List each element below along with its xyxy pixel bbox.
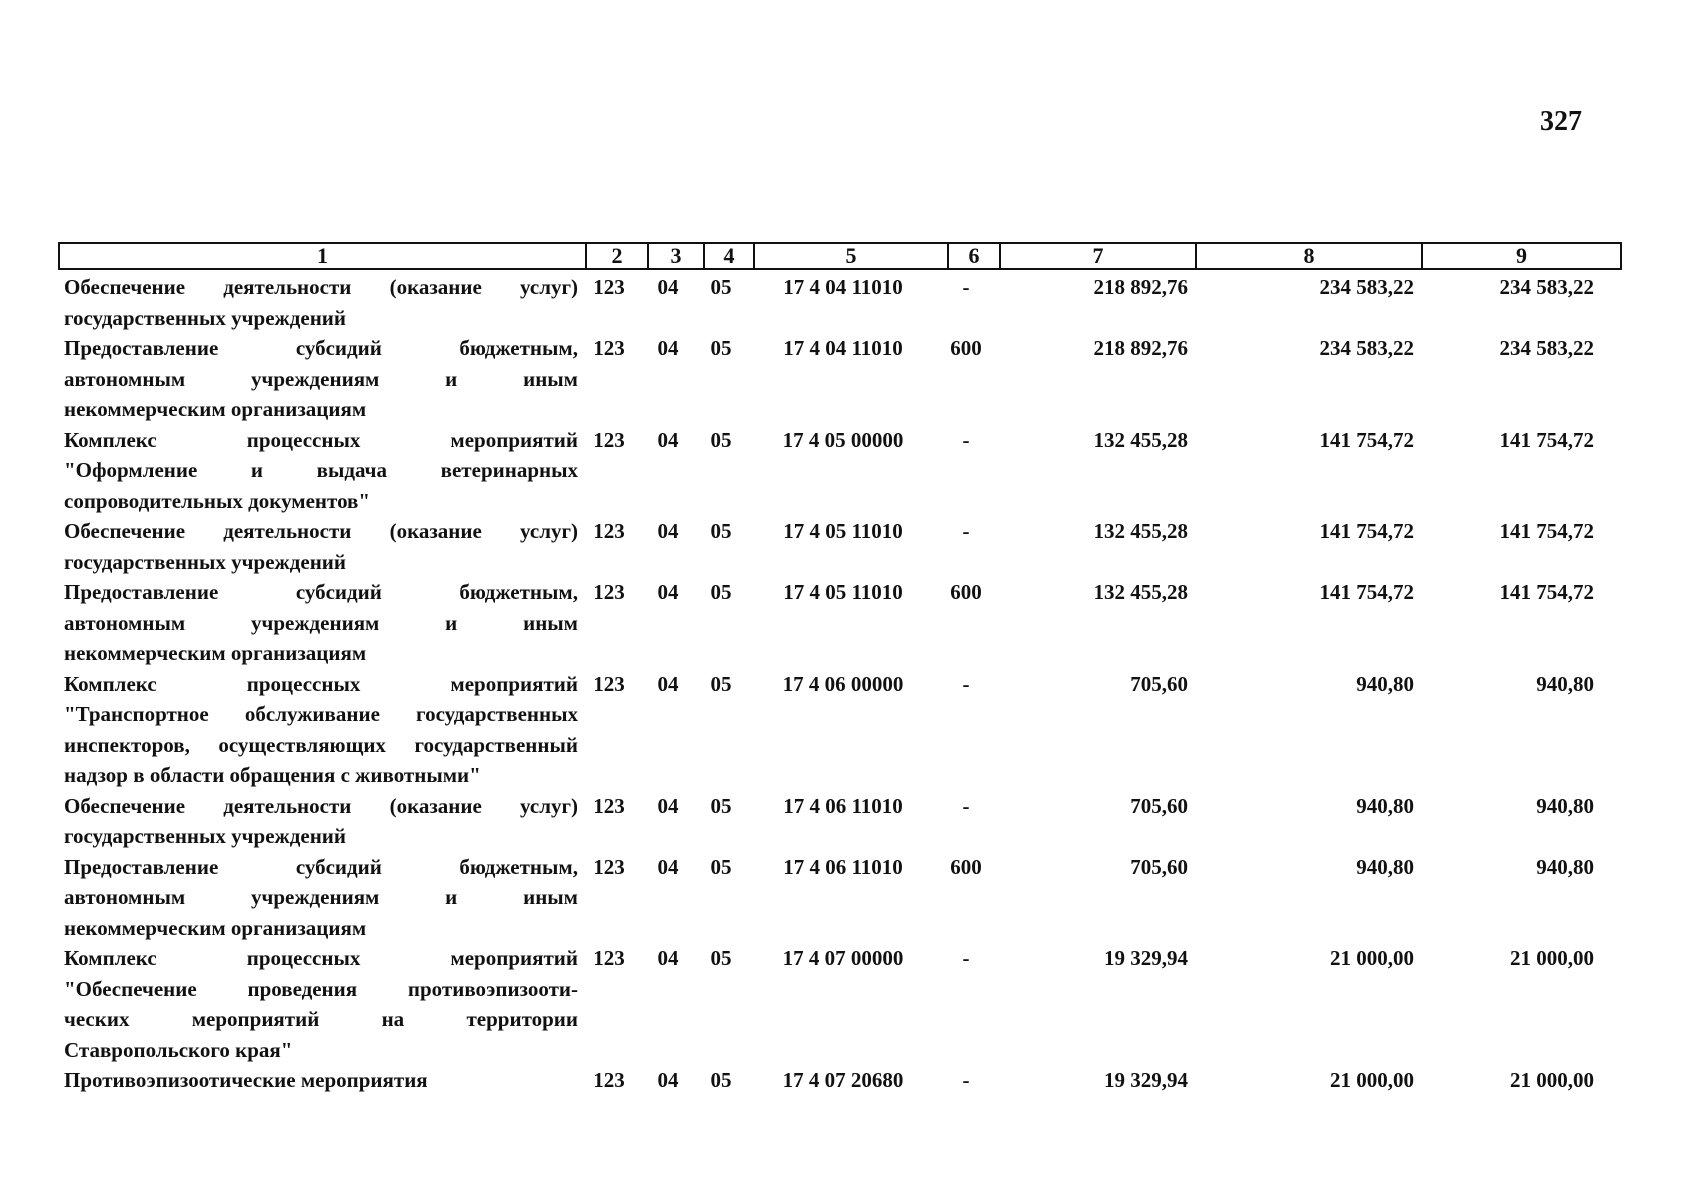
row-amount-2: 141 754,72: [1319, 519, 1414, 543]
row-code-expense-type: -: [962, 671, 970, 696]
row-amount-2: 21 000,00: [1330, 1068, 1414, 1092]
table-row: [58, 516, 1622, 577]
row-name-line: "Оформление и выдача ветеринарных: [64, 458, 578, 482]
row-code-admin: 123: [593, 793, 625, 818]
row-code-expense-type: 600: [950, 580, 982, 604]
row-name: [58, 852, 578, 944]
row-code-target: 17 4 04 11010: [783, 336, 903, 360]
table-row: [58, 943, 1622, 1065]
row-code-admin: 123: [593, 336, 625, 360]
row-name: [58, 516, 578, 577]
row-amount-3: 234 583,22: [1499, 275, 1594, 299]
row-name-line: государственных учреждений: [64, 305, 346, 330]
table-row: [58, 577, 1622, 669]
row-name: [58, 791, 578, 852]
row-code-section: 04: [657, 427, 679, 452]
row-code-expense-type: -: [962, 946, 970, 970]
row-amount-3: 141 754,72: [1499, 427, 1594, 452]
row-name-line: некоммерческим организациям: [64, 397, 367, 421]
row-name-line: автономным учреждениям и иным: [64, 366, 578, 391]
row-code-subsection: 05: [710, 854, 732, 879]
row-amount-1: 705,60: [1130, 854, 1188, 879]
row-name-line: государственных учреждений: [64, 549, 346, 574]
row-name-line: сопроводительных документов": [64, 488, 371, 513]
row-amount-2: 940,80: [1356, 671, 1414, 696]
row-amount-1: 132 455,28: [1093, 427, 1188, 452]
column-header-8: 8: [1196, 243, 1422, 269]
column-header-5: 5: [754, 243, 948, 269]
column-header-7: 7: [1000, 243, 1196, 269]
row-name: [58, 577, 578, 669]
row-code-admin: 123: [593, 427, 625, 452]
row-amount-2: 141 754,72: [1319, 427, 1414, 452]
row-code-target: 17 4 06 11010: [783, 793, 903, 818]
row-code-section: 04: [657, 793, 679, 818]
column-header-9: 9: [1422, 243, 1621, 269]
row-name-line: некоммерческим организациям: [64, 915, 367, 940]
column-header-table: [58, 242, 1622, 270]
row-name-line: ческих мероприятий на территории: [64, 1007, 578, 1031]
row-name-line: Противоэпизоотические мероприятия: [64, 1068, 428, 1092]
row-name-line: автономным учреждениям и иным: [64, 885, 578, 909]
table-row: [58, 669, 1622, 791]
row-code-subsection: 05: [710, 275, 732, 299]
row-code-expense-type: 600: [950, 336, 982, 360]
row-code-section: 04: [657, 946, 679, 970]
row-amount-3: 21 000,00: [1510, 1068, 1594, 1092]
row-name: [58, 333, 578, 425]
row-code-subsection: 05: [710, 336, 732, 360]
row-name: [58, 272, 578, 333]
row-amount-3: 940,80: [1536, 671, 1594, 696]
row-code-target: 17 4 05 11010: [783, 580, 903, 604]
row-code-target: 17 4 06 11010: [783, 854, 903, 879]
row-name-line: Предоставление субсидий бюджетным,: [64, 580, 578, 604]
row-name-line: государственных учреждений: [64, 824, 346, 848]
row-code-section: 04: [657, 1068, 679, 1092]
row-amount-3: 940,80: [1536, 793, 1594, 818]
row-amount-2: 21 000,00: [1330, 946, 1414, 970]
row-code-expense-type: -: [962, 275, 970, 299]
row-name-line: автономным учреждениям и иным: [64, 610, 578, 635]
column-header-2: 2: [586, 243, 648, 269]
row-code-expense-type: -: [962, 793, 970, 818]
row-code-admin: 123: [593, 946, 625, 970]
row-amount-3: 141 754,72: [1499, 580, 1594, 604]
row-code-admin: 123: [593, 275, 625, 299]
row-amount-2: 141 754,72: [1319, 580, 1414, 604]
row-code-admin: 123: [593, 580, 625, 604]
column-header-row: [59, 243, 1621, 269]
row-code-target: 17 4 06 00000: [782, 671, 904, 696]
row-code-subsection: 05: [710, 793, 732, 818]
row-amount-1: 19 329,94: [1104, 1068, 1188, 1092]
row-name-line: "Обеспечение проведения противоэпизооти-: [64, 976, 578, 1001]
row-name-line: инспекторов, осуществляющих государственный: [64, 732, 578, 757]
row-name-line: Ставропольского края": [64, 1037, 293, 1062]
table-body: [58, 272, 1622, 1096]
table-row: [58, 333, 1622, 425]
table-row: [58, 1065, 1622, 1096]
row-code-subsection: 05: [710, 946, 732, 970]
column-header-4: 4: [704, 243, 754, 269]
table-row: [58, 852, 1622, 944]
table-row: [58, 272, 1622, 333]
row-code-target: 17 4 05 00000: [782, 427, 904, 452]
row-amount-1: 218 892,76: [1093, 275, 1188, 299]
row-code-admin: 123: [593, 671, 625, 696]
row-code-subsection: 05: [710, 580, 732, 604]
row-amount-2: 234 583,22: [1319, 336, 1414, 360]
row-name: [58, 425, 578, 517]
row-code-subsection: 05: [710, 671, 732, 696]
row-code-subsection: 05: [710, 427, 732, 452]
row-amount-2: 940,80: [1356, 793, 1414, 818]
row-name: [58, 669, 578, 791]
row-name: [58, 1065, 578, 1096]
row-code-expense-type: 600: [950, 854, 982, 879]
row-code-expense-type: -: [962, 1068, 970, 1092]
row-name-line: Обеспечение деятельности (оказание услуг): [64, 275, 578, 299]
row-code-admin: 123: [593, 519, 625, 543]
row-amount-1: 132 455,28: [1093, 580, 1188, 604]
row-amount-3: 21 000,00: [1510, 946, 1594, 970]
row-code-target: 17 4 07 00000: [782, 946, 904, 970]
row-code-target: 17 4 05 11010: [783, 519, 903, 543]
row-code-admin: 123: [593, 854, 625, 879]
row-amount-1: 218 892,76: [1093, 336, 1188, 360]
table-row: [58, 791, 1622, 852]
row-name-line: некоммерческим организациям: [64, 641, 367, 665]
row-amount-2: 234 583,22: [1319, 275, 1414, 299]
row-code-admin: 123: [593, 1068, 625, 1092]
row-amount-3: 940,80: [1536, 854, 1594, 879]
row-amount-1: 705,60: [1130, 671, 1188, 696]
row-name-line: надзор в области обращения с животными": [64, 763, 481, 787]
row-name-line: Комплекс процессных мероприятий: [64, 946, 578, 970]
row-name-line: Обеспечение деятельности (оказание услуг): [64, 519, 578, 543]
column-header-6: 6: [948, 243, 1000, 269]
row-name-line: Комплекс процессных мероприятий: [64, 671, 578, 696]
row-code-target: 17 4 07 20680: [782, 1068, 904, 1092]
row-code-section: 04: [657, 671, 679, 696]
row-code-subsection: 05: [710, 1068, 732, 1092]
column-header-3: 3: [648, 243, 704, 269]
row-code-expense-type: -: [962, 519, 970, 543]
row-code-section: 04: [657, 275, 679, 299]
row-code-section: 04: [657, 854, 679, 879]
row-amount-2: 940,80: [1356, 854, 1414, 879]
row-name-line: Предоставление субсидий бюджетным,: [64, 336, 578, 360]
row-code-section: 04: [657, 519, 679, 543]
row-code-section: 04: [657, 580, 679, 604]
row-name-line: Предоставление субсидий бюджетным,: [64, 854, 578, 879]
row-amount-1: 705,60: [1130, 793, 1188, 818]
column-header-1: 1: [59, 243, 586, 269]
row-code-target: 17 4 04 11010: [783, 275, 903, 299]
row-name-line: Обеспечение деятельности (оказание услуг): [64, 793, 578, 818]
row-amount-3: 141 754,72: [1499, 519, 1594, 543]
row-code-section: 04: [657, 336, 679, 360]
row-amount-1: 19 329,94: [1104, 946, 1188, 970]
row-amount-1: 132 455,28: [1093, 519, 1188, 543]
row-name-line: "Транспортное обслуживание государственных: [64, 702, 578, 726]
row-code-expense-type: -: [962, 427, 970, 452]
row-amount-3: 234 583,22: [1499, 336, 1594, 360]
table-row: [58, 425, 1622, 517]
row-code-subsection: 05: [710, 519, 732, 543]
page-number: 327: [1540, 106, 1582, 137]
row-name: [58, 943, 578, 1065]
row-name-line: Комплекс процессных мероприятий: [64, 427, 578, 452]
